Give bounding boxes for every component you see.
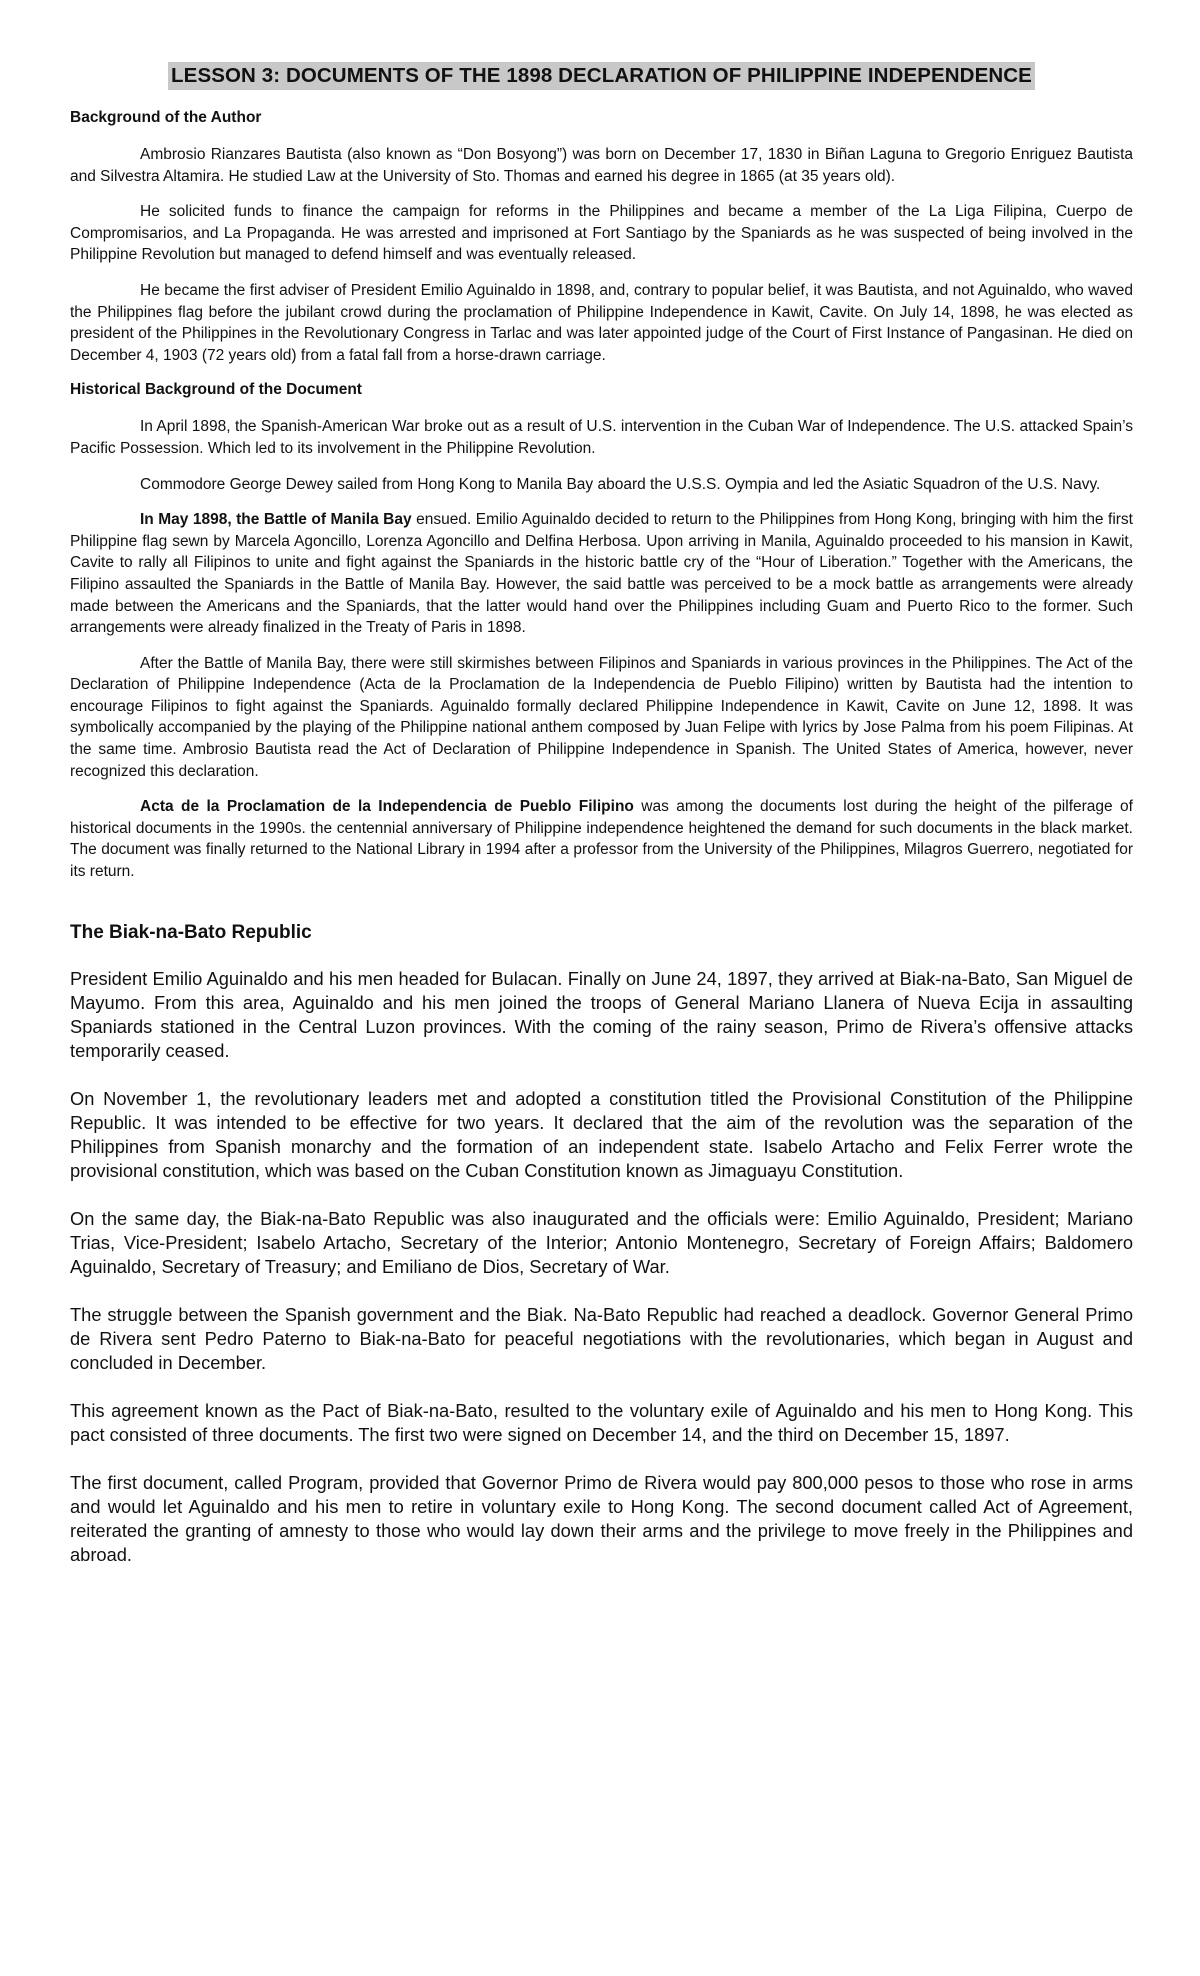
history-paragraph-4: After the Battle of Manila Bay, there were still skirmishes between Filipinos and Spaniards in various provinces in the Philippines. The Act of the Declaration of Philippine Independence (Acta de la Proclamation de la Independencia de Pueblo Filipino) written by Bautista had the intention to encourage Filipinos to fight against the Spaniards. Aguinaldo formally declared Philippine Independence in Kawit, Cavite on June 12, 1898. It was symbolically accompanied by the playing of the Philippine national anthem composed by Juan Felipe with lyrics by Jose Palma from his poem Filipinas. At the same time. Ambrosio Bautista read the Act of Declaration of Philippine Independence in Spanish. The United States of America, however, never recognized this declaration. [70,654,1133,780]
battle-of-manila-bay-bold: In May 1898, the Battle of Manila Bay [140,511,412,529]
history-paragraph-3-text: ensued. Emilio Aguinaldo decided to return to the Philippines from Hong Kong, bringing with him the first Philippine flag sewn by Marcela Agoncillo, Lorenza Agoncillo and Delfina Herbosa. Upon arriving in Manila, Aguinaldo proceeded to his mansion in Kawit, Cavite to rally all Filipinos to unite and fight against the Spaniards in the historic battle cry of the “Hour of Liberation.” Together with the Americans, the Filipino assaulted the Spaniards in the Battle of Manila Bay. However, the said battle was perceived to be a mock battle as arrangements were already made between the Americans and the Spaniards, that the latter would hand over the Philippines including Guam and Puerto Rico to the former. Such arrangements were already finalized in the Treaty of Paris in 1898. [70,511,1133,637]
biak-paragraph-5: This agreement known as the Pact of Biak-na-Bato, resulted to the voluntary exile of Aguinaldo and his men to Hong Kong. This pact consisted of three documents. The first two were signed on December 14, and the third on December 15, 1897. [70,1399,1133,1445]
biak-paragraph-6: The first document, called Program, provided that Governor Primo de Rivera would pay 800,000 pesos to those who rose in arms and would let Aguinaldo and his men to retire in voluntary exile to Hong Kong. The second document called Act of Agreement, reiterated the granting of amnesty to those who would lay down their arms and the privilege to move freely in the Philippines and abroad. [70,1471,1133,1565]
title-wrapper [70,62,1133,90]
acta-title-bold: Acta de la Proclamation de la Independencia de Pueblo Filipino [140,798,634,816]
biak-paragraph-2: On November 1, the revolutionary leaders met and adopted a constitution titled the Provisional Constitution of the Philippine Republic. It was intended to be effective for two years. It declared that the aim of the revolution was the separation of the Philippines from Spanish monarchy and the formation of an independent state. Isabelo Artacho and Felix Ferrer wrote the provisional constitution, which was based on the Cuban Constitution known as Jimaguayu Constitution. [70,1087,1133,1181]
author-paragraph-3: He became the first adviser of President Emilio Aguinaldo in 1898, and, contrary to popular belief, it was Bautista, and not Aguinaldo, who waved the Philippines flag before the jubilant crowd during the proclamation of Philippine Independence in Kawit, Cavite. On July 14, 1898, he was elected as president of the Philippines in the Revolutionary Congress in Tarlac and was later appointed judge of the Court of First Instance of Pangasinan. He died on December 4, 1903 (72 years old) from a fatal fall from a horse-drawn carriage. [70,281,1133,364]
history-paragraph-1: In April 1898, the Spanish-American War broke out as a result of U.S. intervention in the Cuban War of Independence. The U.S. attacked Spain’s Pacific Possession. Which led to its involvement in the Philippine Revolution. [70,418,1133,457]
biak-paragraph-3: On the same day, the Biak-na-Bato Republic was also inaugurated and the officials were: Emilio Aguinaldo, President; Mariano Trias, Vice-President; Isabelo Artacho, Secretary of the Interior; Antonio Montenegro, Secretary of Foreign Affairs; Baldomero Aguinaldo, Secretary of Treasury; and Emiliano de Dios, Secretary of War. [70,1207,1133,1277]
biak-na-bato-heading: The Biak-na-Bato Republic [70,921,312,943]
biak-paragraph-1: President Emilio Aguinaldo and his men headed for Bulacan. Finally on June 24, 1897, they arrived at Biak-na-Bato, San Miguel de Mayumo. From this area, Aguinaldo and his men joined the troops of General Mariano Llanera of Nueva Ecija in assaulting Spaniards stationed in the Central Luzon provinces. With the coming of the rainy season, Primo de Rivera’s offensive attacks temporarily ceased. [70,967,1133,1061]
history-paragraph-3 [70,509,1133,639]
history-paragraph-5-text: was among the documents lost during the height of the pilferage of historical documents in the 1990s. the centennial anniversary of Philippine independence heightened the demand for such documents in the black market. The document was finally returned to the National Library in 1994 after a professor from the University of the Philippines, Milagros Guerrero, negotiated for its return. [70,798,1133,881]
author-paragraph-1: Ambrosio Rianzares Bautista (also known as “Don Bosyong”) was born on December 17, 1830 in Biñan Laguna to Gregorio Enriguez Bautista and Silvestra Altamira. He studied Law at the University of Sto. Thomas and earned his degree in 1865 (at 35 years old). [70,146,1133,185]
history-paragraph-2: Commodore George Dewey sailed from Hong Kong to Manila Bay aboard the U.S.S. Oympia and led the Asiatic Squadron of the U.S. Navy. [140,475,1101,493]
author-background-heading: Background of the Author [70,109,262,126]
author-paragraph-2: He solicited funds to finance the campaign for reforms in the Philippines and became a member of the La Liga Filipina, Cuerpo de Compromisarios, and La Propaganda. He was arrested and imprisoned at Fort Santiago by the Spaniards as he was suspected of being involved in the Philippine Revolution but managed to defend himself and was eventually released. [70,203,1133,264]
historical-background-heading: Historical Background of the Document [70,381,362,399]
document-page [70,62,1133,1591]
lesson-title: LESSON 3: DOCUMENTS OF THE 1898 DECLARATION OF PHILIPPINE INDEPENDENCE [168,62,1035,90]
history-paragraph-5 [70,796,1133,882]
biak-paragraph-4: The struggle between the Spanish government and the Biak. Na-Bato Republic had reached a deadlock. Governor General Primo de Rivera sent Pedro Paterno to Biak-na-Bato for peaceful negotiations with the revolutionaries, which began in August and concluded in December. [70,1303,1133,1373]
